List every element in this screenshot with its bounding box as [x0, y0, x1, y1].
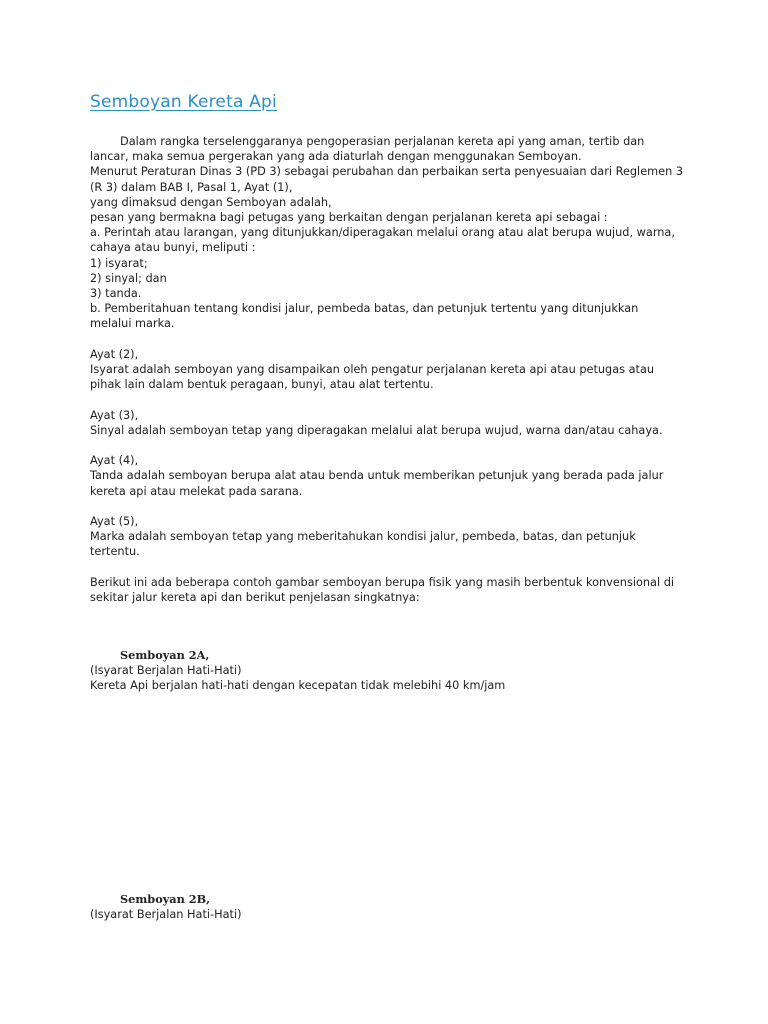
- paragraph-gap: [90, 438, 690, 453]
- ayat-heading: Ayat (2),: [90, 347, 139, 361]
- paragraph-line: pihak lain dalam bentuk peragaan, bunyi, atau alat tertentu.: [90, 378, 434, 392]
- paragraph-line: Marka adalah semboyan tetap yang meberitahukan kondisi jalur, pembeda, batas, dan petunjuk: [90, 530, 636, 544]
- ayat-heading: Ayat (4),: [90, 454, 139, 468]
- paragraph-gap: [90, 332, 690, 347]
- semboyan-2b-heading: Semboyan 2B,: [120, 892, 211, 906]
- paragraph-gap: [90, 499, 690, 514]
- paragraph-line: cahaya atau bunyi, meliputi :: [90, 241, 256, 255]
- document-body: [90, 134, 690, 605]
- paragraph-line: Tanda adalah semboyan berupa alat atau benda untuk memberikan petunjuk yang berada pada jalur: [90, 469, 664, 483]
- paragraph-line: melalui marka.: [90, 317, 175, 331]
- paragraph-line: Berikut ini ada beberapa contoh gambar semboyan berupa fisik yang masih berbentuk konvensional di: [90, 575, 675, 589]
- semboyan-2a-subtitle: (Isyarat Berjalan Hati-Hati): [90, 664, 242, 678]
- paragraph-line: Menurut Peraturan Dinas 3 (PD 3) sebagai perubahan dan perbaikan serta penyesuaian dari Reglemen 3: [90, 165, 684, 179]
- page-title[interactable]: Semboyan Kereta Api: [90, 92, 277, 112]
- paragraph-gap: [90, 560, 690, 575]
- paragraph-line: Dalam rangka terselenggaranya pengoperasian perjalanan kereta api yang aman, tertib dan: [120, 135, 645, 148]
- paragraph-line: tertentu.: [90, 545, 140, 559]
- paragraph-line: a. Perintah atau larangan, yang ditunjukkan/diperagakan melalui orang atau alat berupa wujud, warna,: [90, 226, 675, 240]
- semboyan-2b-section: [90, 892, 690, 922]
- paragraph-line: b. Pemberitahuan tentang kondisi jalur, pembeda batas, dan petunjuk tertentu yang ditunjukkan: [90, 302, 639, 316]
- ayat-heading: Ayat (3),: [90, 408, 139, 422]
- paragraph-line: lancar, maka semua pergerakan yang ada diaturlah dengan menggunakan Semboyan.: [90, 150, 582, 164]
- paragraph-line: Sinyal adalah semboyan tetap yang diperagakan melalui alat berupa wujud, warna dan/atau cahaya.: [90, 423, 663, 437]
- paragraph-gap: [90, 392, 690, 407]
- paragraph-line: pesan yang bermakna bagi petugas yang berkaitan dengan perjalanan kereta api sebagai :: [90, 211, 608, 225]
- semboyan-2a-section: [90, 648, 690, 694]
- ayat-heading: Ayat (5),: [90, 515, 139, 529]
- paragraph-line: Isyarat adalah semboyan yang disampaikan oleh pengatur perjalanan kereta api atau petugas atau: [90, 363, 655, 377]
- list-item: 2) sinyal; dan: [90, 271, 167, 285]
- paragraph-line: yang dimaksud dengan Semboyan adalah,: [90, 195, 332, 209]
- paragraph-line: (R 3) dalam BAB I, Pasal 1, Ayat (1),: [90, 180, 293, 194]
- paragraph-line: sekitar jalur kereta api dan berikut penjelasan singkatnya:: [90, 591, 420, 605]
- semboyan-2a-description: Kereta Api berjalan hati-hati dengan kecepatan tidak melebihi 40 km/jam: [90, 679, 506, 693]
- paragraph-line: kereta api atau melekat pada sarana.: [90, 484, 303, 498]
- list-item: 3) tanda.: [90, 287, 142, 301]
- list-item: 1) isyarat;: [90, 256, 148, 270]
- semboyan-2a-heading: Semboyan 2A,: [120, 648, 210, 662]
- semboyan-2b-subtitle: (Isyarat Berjalan Hati-Hati): [90, 908, 242, 922]
